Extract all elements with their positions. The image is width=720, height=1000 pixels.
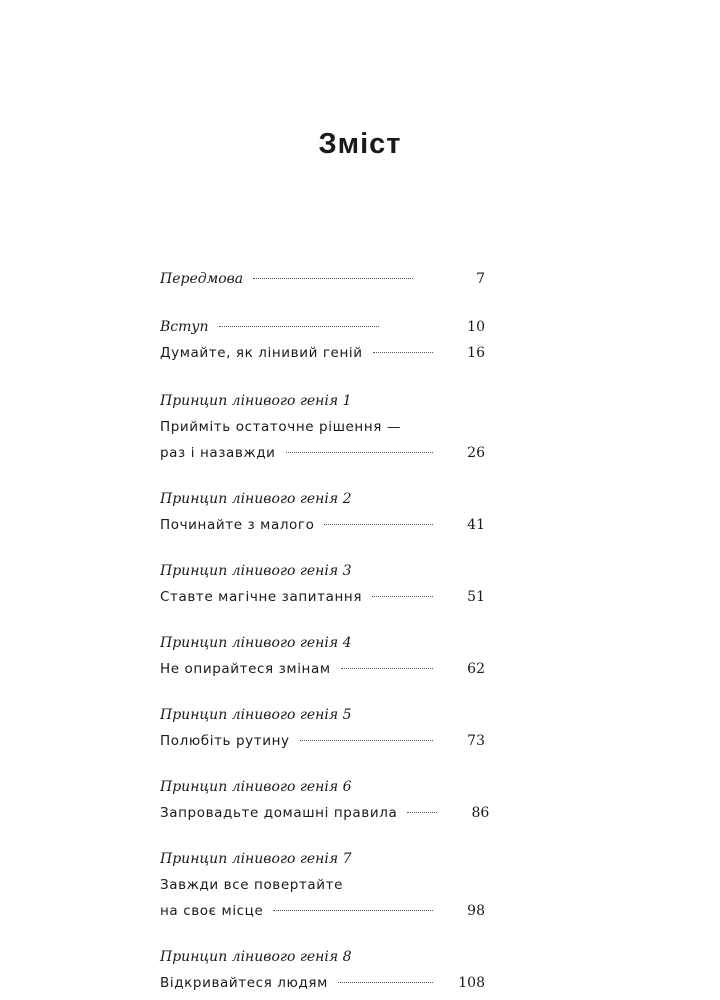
toc-page-number: 86 bbox=[471, 805, 490, 821]
dot-leader bbox=[273, 909, 433, 911]
toc-section-heading: Принцип лінивого генія 8 bbox=[160, 949, 352, 965]
toc-entry-principle-8[interactable] bbox=[160, 970, 485, 996]
dot-leader bbox=[300, 739, 433, 741]
toc-page-number: 98 bbox=[467, 903, 485, 919]
toc-page-number: 16 bbox=[467, 345, 485, 361]
toc-entry-label: раз і назавжди bbox=[160, 445, 276, 461]
page-title: Зміст bbox=[318, 128, 402, 160]
toc-entry-principle-1[interactable] bbox=[160, 440, 485, 466]
toc-entry-label: Вступ bbox=[160, 319, 209, 335]
toc-section-heading: Принцип лінивого генія 7 bbox=[160, 851, 352, 867]
toc-page-number: 62 bbox=[467, 661, 485, 677]
toc-entry-label: Не опирайтеся змінам bbox=[160, 661, 331, 677]
toc-page-number: 41 bbox=[467, 517, 485, 533]
toc-page-number: 10 bbox=[467, 319, 485, 335]
dot-leader bbox=[338, 981, 433, 983]
toc-entry-think-lazy-genius[interactable] bbox=[160, 340, 485, 366]
toc-entry-principle-3[interactable] bbox=[160, 584, 485, 610]
toc-page-number: 26 bbox=[467, 445, 485, 461]
dot-leader bbox=[286, 451, 433, 453]
toc-entry-introduction[interactable] bbox=[160, 314, 485, 340]
toc-entry-principle-2[interactable] bbox=[160, 512, 485, 538]
toc-section-heading: Принцип лінивого генія 6 bbox=[160, 779, 352, 795]
toc-page-number: 7 bbox=[476, 271, 485, 287]
toc-page-number: 73 bbox=[467, 733, 485, 749]
toc-entry-label: Передмова bbox=[160, 271, 244, 287]
toc-entry-principle-6[interactable] bbox=[160, 800, 490, 826]
toc-entry-label: на своє місце bbox=[160, 903, 264, 919]
dot-leader bbox=[253, 277, 413, 279]
toc-entry-label: Запровадьте домашні правила bbox=[160, 805, 398, 821]
toc-section-heading: Принцип лінивого генія 5 bbox=[160, 707, 352, 723]
toc-entry-label: Ставте магічне запитання bbox=[160, 589, 363, 605]
toc-section-heading: Принцип лінивого генія 1 bbox=[160, 393, 352, 409]
toc-entry-label-line: Завжди все повертайте bbox=[160, 877, 344, 893]
toc-entry-principle-7[interactable] bbox=[160, 898, 485, 924]
toc-entry-label: Відкривайтеся людям bbox=[160, 975, 328, 991]
dot-leader bbox=[373, 351, 433, 353]
dot-leader bbox=[219, 325, 379, 327]
dot-leader bbox=[324, 523, 433, 525]
dot-leader bbox=[341, 667, 433, 669]
dot-leader bbox=[372, 595, 433, 597]
toc-section-heading: Принцип лінивого генія 2 bbox=[160, 491, 352, 507]
toc-section-heading: Принцип лінивого генія 4 bbox=[160, 635, 352, 651]
toc-entry-foreword[interactable] bbox=[160, 266, 485, 292]
toc-entry-label-line: Прийміть остаточне рішення — bbox=[160, 419, 401, 435]
table-of-contents bbox=[160, 266, 490, 996]
toc-page-number: 108 bbox=[458, 975, 485, 991]
toc-entry-principle-4[interactable] bbox=[160, 656, 485, 682]
toc-entry-principle-5[interactable] bbox=[160, 728, 485, 754]
dot-leader bbox=[407, 811, 437, 813]
toc-entry-label: Полюбіть рутину bbox=[160, 733, 290, 749]
toc-entry-label: Думайте, як лінивий геній bbox=[160, 345, 363, 361]
toc-section-heading: Принцип лінивого генія 3 bbox=[160, 563, 352, 579]
toc-page-number: 51 bbox=[467, 589, 485, 605]
toc-entry-label: Починайте з малого bbox=[160, 517, 315, 533]
